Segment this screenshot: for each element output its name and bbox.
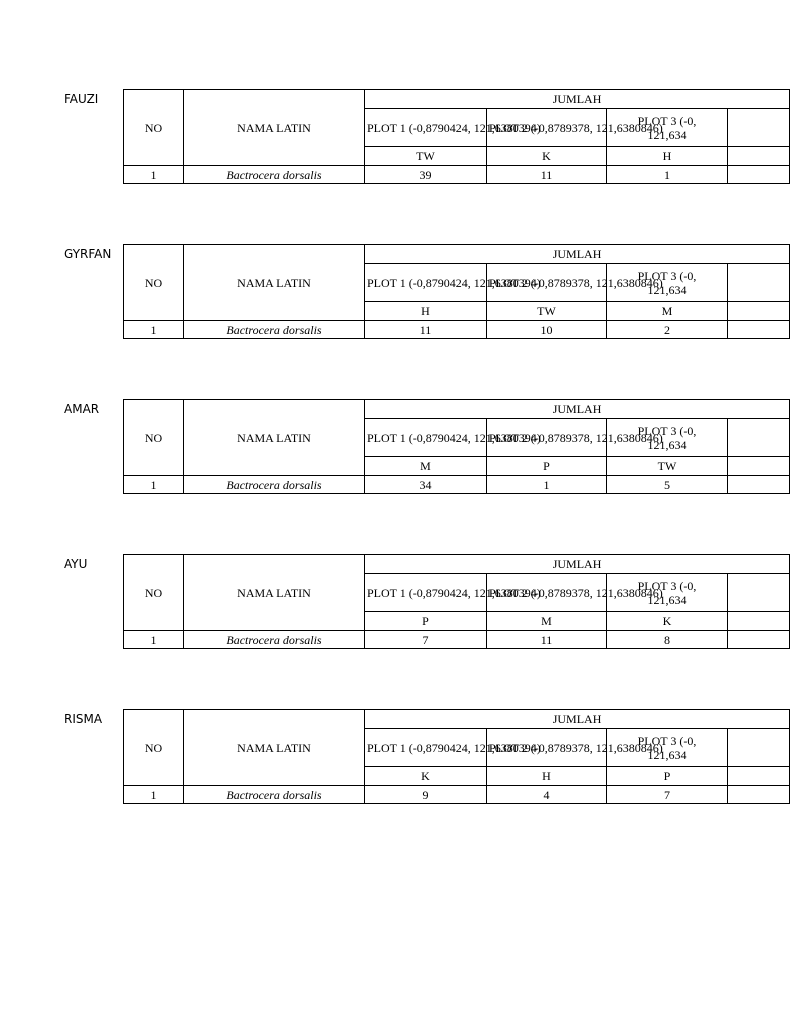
code-cell: M: [487, 612, 607, 631]
table-block: [0, 709, 768, 809]
value-cell: 5: [607, 476, 728, 494]
nama-latin-header: NAMA LATIN: [184, 245, 365, 321]
plot-header: PLOT 1 (-0,8790424, 121,6380394): [365, 109, 487, 147]
table-block: [0, 399, 768, 499]
table-viewport: [123, 554, 697, 654]
code-cell-empty: [728, 147, 790, 166]
table-row: [124, 321, 790, 339]
nama-latin-header: NAMA LATIN: [184, 90, 365, 166]
code-cell: M: [607, 302, 728, 321]
value-cell: 11: [487, 631, 607, 649]
plot-header-line1: PLOT 3 (-0,: [637, 268, 697, 283]
table-block: [0, 244, 768, 344]
code-cell: P: [365, 612, 487, 631]
header-row: [124, 400, 790, 419]
species-name: Bactrocera dorsalis: [184, 786, 365, 804]
code-cell-empty: [728, 612, 790, 631]
table-block: [0, 89, 768, 189]
table-row: [124, 166, 790, 184]
plot-header-empty: [728, 574, 790, 612]
plot-header: PLOT 1 (-0,8790424, 121,6380394): [365, 264, 487, 302]
code-cell: H: [365, 302, 487, 321]
row-number: 1: [124, 476, 184, 494]
value-cell: 4: [487, 786, 607, 804]
plot-header-empty: [728, 109, 790, 147]
header-row: [124, 710, 790, 729]
plot-header-empty: [728, 419, 790, 457]
data-table: [123, 244, 790, 339]
no-header: NO: [124, 555, 184, 631]
table-viewport: [123, 399, 697, 499]
value-cell-empty: [728, 786, 790, 804]
header-row: [124, 90, 790, 109]
no-header: NO: [124, 710, 184, 786]
data-table: [123, 554, 790, 649]
jumlah-header: JUMLAH: [365, 555, 790, 574]
plot-header: PLOT 1 (-0,8790424, 121,6380394): [365, 729, 487, 767]
plot-header-line2: 121,634: [647, 437, 687, 452]
code-cell-empty: [728, 457, 790, 476]
plot-header-line2: 121,634: [647, 282, 687, 297]
data-table: [123, 399, 790, 494]
no-header: NO: [124, 245, 184, 321]
jumlah-header: JUMLAH: [365, 245, 790, 264]
code-cell: H: [607, 147, 728, 166]
value-cell-empty: [728, 321, 790, 339]
person-label: FAUZI: [64, 92, 99, 106]
code-cell: K: [607, 612, 728, 631]
no-header: NO: [124, 90, 184, 166]
nama-latin-header: NAMA LATIN: [184, 555, 365, 631]
species-name: Bactrocera dorsalis: [184, 166, 365, 184]
code-cell: M: [365, 457, 487, 476]
nama-latin-header: NAMA LATIN: [184, 400, 365, 476]
value-cell: 34: [365, 476, 487, 494]
data-table: [123, 709, 790, 804]
plot-header: PLOT 2 (-0,8789378, 121,6380846): [487, 729, 607, 767]
person-label: AMAR: [64, 402, 100, 416]
plot-header: PLOT 2 (-0,8789378, 121,6380846): [487, 264, 607, 302]
plot-header: PLOT 2 (-0,8789378, 121,6380846): [487, 419, 607, 457]
plot-header-empty: [728, 729, 790, 767]
value-cell: 11: [487, 166, 607, 184]
person-label: RISMA: [64, 712, 103, 726]
code-cell: TW: [365, 147, 487, 166]
value-cell: 39: [365, 166, 487, 184]
code-cell: TW: [487, 302, 607, 321]
value-cell: 10: [487, 321, 607, 339]
value-cell: 7: [607, 786, 728, 804]
table-row: [124, 631, 790, 649]
species-name: Bactrocera dorsalis: [184, 631, 365, 649]
value-cell: 1: [607, 166, 728, 184]
value-cell-empty: [728, 631, 790, 649]
table-row: [124, 476, 790, 494]
code-cell: TW: [607, 457, 728, 476]
table-viewport: [123, 244, 697, 344]
plot-header-line2: 121,634: [647, 127, 687, 142]
plot-header: PLOT 1 (-0,8790424, 121,6380394): [365, 419, 487, 457]
value-cell-empty: [728, 166, 790, 184]
row-number: 1: [124, 631, 184, 649]
nama-latin-header: NAMA LATIN: [184, 710, 365, 786]
person-label: AYU: [64, 557, 88, 571]
data-table: [123, 89, 790, 184]
value-cell-empty: [728, 476, 790, 494]
code-cell: P: [487, 457, 607, 476]
plot-header: PLOT 2 (-0,8789378, 121,6380846): [487, 574, 607, 612]
table-block: [0, 554, 768, 654]
code-cell-empty: [728, 767, 790, 786]
code-cell: K: [487, 147, 607, 166]
plot-header: PLOT 1 (-0,8790424, 121,6380394): [365, 574, 487, 612]
plot-header-line1: PLOT 3 (-0,: [637, 423, 697, 438]
code-cell: H: [487, 767, 607, 786]
species-name: Bactrocera dorsalis: [184, 476, 365, 494]
table-row: [124, 786, 790, 804]
row-number: 1: [124, 786, 184, 804]
value-cell: 2: [607, 321, 728, 339]
value-cell: 9: [365, 786, 487, 804]
value-cell: 11: [365, 321, 487, 339]
species-name: Bactrocera dorsalis: [184, 321, 365, 339]
code-cell-empty: [728, 302, 790, 321]
plot-header: PLOT 2 (-0,8789378, 121,6380846): [487, 109, 607, 147]
table-viewport: [123, 709, 697, 809]
jumlah-header: JUMLAH: [365, 400, 790, 419]
jumlah-header: JUMLAH: [365, 90, 790, 109]
plot-header-line1: PLOT 3 (-0,: [637, 578, 697, 593]
row-number: 1: [124, 166, 184, 184]
table-viewport: [123, 89, 697, 189]
plot-header-line1: PLOT 3 (-0,: [637, 733, 697, 748]
plot-header-line2: 121,634: [647, 747, 687, 762]
plot-header-line2: 121,634: [647, 592, 687, 607]
value-cell: 1: [487, 476, 607, 494]
value-cell: 7: [365, 631, 487, 649]
jumlah-header: JUMLAH: [365, 710, 790, 729]
header-row: [124, 555, 790, 574]
value-cell: 8: [607, 631, 728, 649]
plot-header-line1: PLOT 3 (-0,: [637, 113, 697, 128]
code-cell: K: [365, 767, 487, 786]
code-cell: P: [607, 767, 728, 786]
header-row: [124, 245, 790, 264]
person-label: GYRFAN: [64, 247, 112, 261]
row-number: 1: [124, 321, 184, 339]
plot-header-empty: [728, 264, 790, 302]
no-header: NO: [124, 400, 184, 476]
